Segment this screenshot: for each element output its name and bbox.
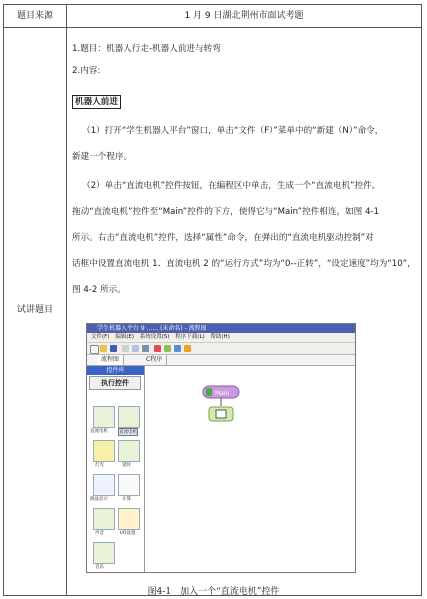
palette-label: 音乐: [95, 565, 104, 570]
header-source-label: 题目来源: [16, 11, 53, 21]
section-title: [72, 95, 417, 109]
window-titlebar: [87, 324, 355, 333]
save-icon[interactable]: [110, 345, 117, 352]
palette-label: 直流电机: [119, 430, 137, 435]
run-icon[interactable]: [164, 345, 171, 352]
tab-flowchart[interactable]: 流程图: [97, 355, 124, 365]
para1-line1: （1）打开“学生机器人平台”窗口，单击“文件（F）”菜单中的“新建（N）”命令，: [82, 126, 384, 136]
menu-edit[interactable]: 编辑(E): [115, 334, 134, 340]
open-folder-icon[interactable]: [100, 345, 107, 352]
download-icon[interactable]: [174, 345, 181, 352]
header-source-value: 1 月 9 日湖北荆州市面试考题: [184, 11, 304, 21]
palette-light[interactable]: [93, 440, 115, 462]
paste-icon[interactable]: [142, 345, 149, 352]
content-label: 2.内容:: [72, 66, 101, 76]
section-title-box: 机器人前进: [72, 95, 121, 109]
para2-line5: 图 4-2 所示。: [72, 285, 126, 295]
column-divider: [66, 5, 67, 595]
control-library-panel: [87, 366, 145, 572]
figure-screenshot: [86, 323, 356, 573]
para2-line3: 所示。右击“直流电机”控件，选择“属性”命令，在弹出的“直流电机驱动控制”对: [72, 233, 374, 243]
palette-label: I/O设置: [120, 531, 136, 536]
menu-help[interactable]: 帮助(H): [210, 334, 230, 340]
palette-label: 液晶显示: [90, 497, 108, 502]
copy-icon[interactable]: [132, 345, 139, 352]
topic-line: 1.题目：机器人行走-机器人前进与转弯: [72, 44, 221, 54]
panel-header-actuators[interactable]: 执行控件: [89, 376, 141, 390]
para2-line1: （2）单击“直流电机”控件按钮，在编程区中单击，生成一个“直流电机”控件。: [82, 181, 381, 191]
palette-sound[interactable]: [93, 508, 115, 530]
para1-line2: 新建一个程序。: [72, 152, 133, 162]
motor-icon: [216, 410, 226, 418]
row-label-topic: 试讲题目: [16, 305, 53, 315]
window-title: 学生机器人平台 9 ...... (未命名) - 流程图: [97, 325, 207, 332]
palette-music[interactable]: [93, 542, 115, 564]
para2-line2: 拖动“直流电机”控件至“Main”控件的下方，使得它与“Main”控件相连，如图 4-1: [72, 207, 380, 217]
palette-label: 延时: [122, 463, 131, 468]
palette-lcd[interactable]: [93, 474, 115, 496]
cut-icon[interactable]: [122, 345, 129, 352]
menu-bar: [87, 333, 355, 343]
palette-label: 灯光: [95, 463, 104, 468]
palette-io[interactable]: [118, 508, 140, 530]
menu-download[interactable]: 程序下载(L): [175, 334, 205, 340]
palette-dc-motor-1[interactable]: [93, 406, 115, 428]
view-tabs: [87, 355, 355, 366]
palette-label: 直流电机: [90, 429, 108, 434]
help-icon[interactable]: [184, 345, 191, 352]
programming-canvas[interactable]: [145, 366, 355, 572]
palette-label: 计算: [122, 497, 131, 502]
flag-icon: [206, 388, 212, 396]
palette-delay[interactable]: [118, 440, 140, 462]
delete-icon[interactable]: [154, 345, 161, 352]
panel-title: 控件库: [87, 366, 144, 375]
figure-caption: 图4-1 加入一个“直流电机”控件: [147, 587, 280, 597]
main-node-label: Main: [215, 390, 230, 397]
tab-c-program[interactable]: C程序: [142, 355, 167, 365]
flowchart-svg: [145, 366, 355, 572]
palette-label: 声音: [95, 531, 104, 536]
menu-file[interactable]: 文件(F): [91, 334, 110, 340]
menu-settings[interactable]: 系统设置(S): [139, 334, 170, 340]
new-file-icon[interactable]: [90, 345, 99, 354]
palette-calc[interactable]: [118, 474, 140, 496]
palette-dc-motor-2[interactable]: [118, 406, 140, 428]
para2-line4: 话框中设置直流电机 1、直流电机 2 的“运行方式”均为“0--正转”，“设定速度”均为“10”，: [72, 259, 416, 269]
toolbar: [87, 343, 355, 355]
